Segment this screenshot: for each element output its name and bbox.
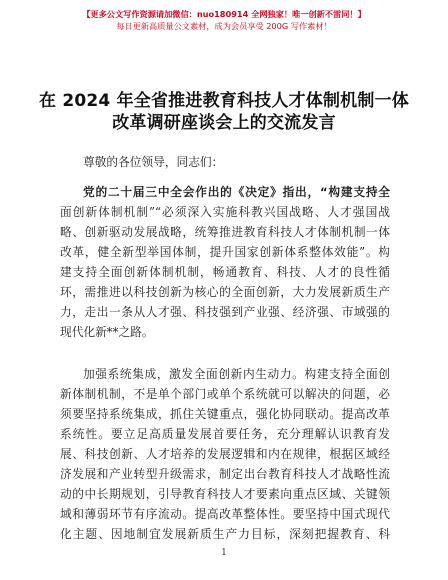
paragraph-2-line: 域和薄弱环节有序流动。提高改革整体性。要坚持中国式现代 xyxy=(60,507,390,521)
paragraph-1-line: 环，需推进以科技创新为核心的全面创新，大力发展新质生产 xyxy=(60,285,390,299)
paragraph-2-line: 化主题、因地制宜发展新质生产力目标，深刻把握教育、科 xyxy=(60,527,390,541)
paragraph-2-line: 新体制机制，不是单个部门或单个系统就可以解决的问题，必 xyxy=(60,387,390,401)
paragraph-1-line: 改革，健全新型举国体制，提升国家创新体系整体效能”。构 xyxy=(60,245,390,259)
paragraph-1-line: 面创新体制机制”“必须深入实施科教兴国战略、人才强国战 xyxy=(60,205,390,219)
paragraph-1-line: 力，走出一条从人才强、科技强到产业强、经济强、市域强的 xyxy=(60,305,390,319)
paragraph-2-line: 系统性。要立足高质量发展首要任务，充分理解认识教育发 xyxy=(60,427,390,441)
paragraph-1-line: 建支持全面创新体制机制，畅通教育、科技、人才的良性循 xyxy=(60,265,390,279)
paragraph-2-line: 济发展和产业转型升级需求，制定出台教育科技人才战略性流 xyxy=(60,467,390,481)
document-title-line-1: 在 2024 年全省推进教育科技人才体制机制一体 xyxy=(39,91,409,111)
paragraph-1-line: 略、创新驱动发展战略，统筹推进教育科技人才体制机制一体 xyxy=(60,225,390,239)
promo-banner-line-1: 【更多公文写作资源请加微信：nuo180914 全网独家！唯一创新不雷同！】 xyxy=(82,9,366,19)
page-number: 1 xyxy=(221,548,227,558)
document-title-line-2: 改革调研座谈会上的交流发言 xyxy=(112,113,336,133)
paragraph-1-line: 党的二十届三中全会作出的《决定》指出，“构建支持全 xyxy=(83,185,390,199)
paragraph-2-line: 须要坚持系统集成，抓住关键重点，强化协同联动。提高改革 xyxy=(60,407,390,421)
paragraph-1-line: 现代化新**之路。 xyxy=(60,325,154,339)
paragraph-2-line: 动的中长期规划，引导教育科技人才要素向重点区域、关键领 xyxy=(60,487,390,501)
promo-banner-line-2: 每日更新高质量公文素材，成为会员享受 200G 写作素材！ xyxy=(116,21,332,31)
promo-banner xyxy=(0,8,448,32)
salutation: 尊敬的各位领导，同志们： xyxy=(83,155,224,169)
paragraph-2-line: 展、科技创新、人才培养的发展逻辑和内在规律，根据区域经 xyxy=(60,447,390,461)
paragraph-2-line: 加强系统集成，激发全面创新内生动力。构建支持全面创 xyxy=(83,367,390,381)
